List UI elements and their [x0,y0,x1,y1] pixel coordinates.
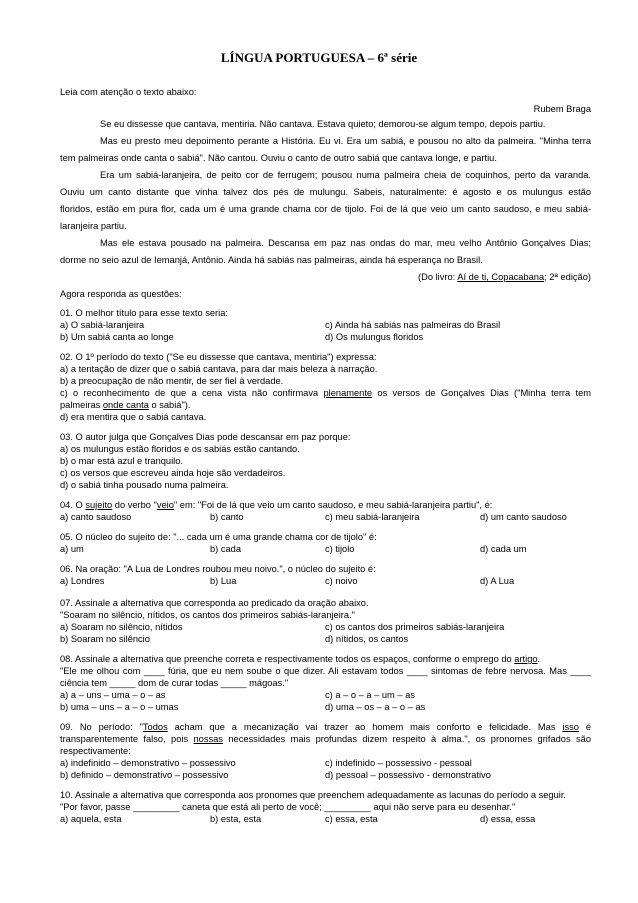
author-name: Rubem Braga [533,104,591,114]
option-a[interactable]: a) aquela, esta [60,814,122,824]
text-paragraph-2-line-2: tem palmeiras onde canta o sabiá". Não cantou. Ouviu o canto de outro sabiá que cantava longe, e partiu. [60,153,497,163]
option-c[interactable]: c) meu sabiá-laranjeira [325,512,420,522]
option-d[interactable]: d) pessoal – possessivo - demonstrativo [325,770,491,780]
text-paragraph-3-line-2: Ouviu um canto distante que vinha talvez dos pés de mulungu. Sabeis, naturalmente: é agosto e os mulungus estão [60,187,591,197]
question-8-stem: 08. Assinale a alternativa que preenche correta e respectivamente todos os espaços, conforme o emprego do artigo. [60,654,541,664]
option-a[interactable]: a) a – uns – uma – o – as [60,690,166,700]
option-c[interactable]: c) a – o – a – um – as [325,690,415,700]
question-2-option-d[interactable]: d) era mentira que o sabiá cantava. [60,412,207,422]
text-paragraph-2-line-1: Mas eu presto meu depoimento perante a História. Eu vi. Era um sabiá, e pousou no alto da palmeira. "Minha terra [100,136,591,146]
question-2-option-b[interactable]: b) a preocupação de não mentir, de ser fiel à verdade. [60,376,284,386]
question-3-option-a[interactable]: a) os mulungus estão floridos e os sabiás estão cantando. [60,444,300,454]
text-paragraph-1: Se eu dissesse que cantava, mentiria. Não cantava. Estava quieto; demorou-se algum tempo, depois partiu. [100,119,546,129]
option-a[interactable]: a) canto saudoso [60,512,132,522]
question-2-option-c-line-2[interactable]: palmeiras onde canta o sabiá"). [60,400,191,410]
option-d[interactable]: d) essa, essa [480,814,536,824]
option-a[interactable]: a) Soaram no silêncio, nítidos [60,622,183,632]
option-b[interactable]: b) Lua [210,576,237,586]
question-2-stem: 02. O 1º período do texto ("Se eu dissesse que cantava, mentiria") expressa: [60,352,377,362]
text-paragraph-3-line-3: floridos, estão em pura flor, cada um é uma grande chama cor de tijolo. Foi de lá que veio um canto saudoso, e meu sabiá- [60,204,591,214]
question-10-quote: "Por favor, passe _________ caneta que está ali perto de você; _________ aqui não serve para eu desenhar." [60,802,516,812]
question-10-stem: 10. Assinale a alternativa que corresponda aos pronomes que preenchem adequadamente as lacunas do período a seguir. [60,790,566,800]
option-a[interactable]: a) indefinido – demonstrativo – possessivo [60,758,236,768]
text-source: (Do livro: Aí de ti, Copacabana; 2ª edição) [418,272,591,282]
option-b[interactable]: b) Soaram no silêncio [60,634,150,644]
book-title: Aí de ti, Copacabana [457,272,545,282]
question-2-option-a[interactable]: a) a tentação de dizer que o sabiá cantava, para dar mais beleza à narração. [60,364,378,374]
option-b[interactable]: b) definido – demonstrativo – possessivo [60,770,229,780]
question-8-quote-line-1: "Ele me olhou com ____ fúria, que eu nem soube o que dizer. Ali estavam todos ____ sintomas de febre nervosa. Mas ____ [60,666,591,676]
option-c[interactable]: c) os cantos dos primeiros sabiás-laranjeira [325,622,505,632]
option-b[interactable]: b) uma – uns – a – o – umas [60,702,179,712]
option-d[interactable]: d) um canto saudoso [480,512,567,522]
option-c[interactable]: c) indefinido – possessivo - pessoal [325,758,472,768]
option-d[interactable]: d) nítidos, os cantos [325,634,409,644]
question-8-quote-line-2: ciência tem _____ dom de curar todas _____ mágoas." [60,678,289,688]
option-c[interactable]: c) noivo [325,576,358,586]
reading-instruction: Leia com atenção o texto abaixo: [60,87,197,97]
option-a[interactable]: a) O sabiá-laranjeira [60,320,145,330]
option-c[interactable]: c) tijolo [325,544,355,554]
question-3-stem: 03. O autor julga que Gonçalves Dias pode descansar em paz porque: [60,432,351,442]
option-d[interactable]: d) A Lua [480,576,515,586]
questions-instruction: Agora responda as questões: [60,289,182,299]
text-paragraph-4-line-1: Mas ele estava pousado na palmeira. Descansa em paz nas ondas do mar, meu velho Antônio Gonçalves Dias; [100,238,591,248]
question-7-stem: 07. Assinale a alternativa que corresponda ao predicado da oração abaixo. [60,598,369,608]
question-2-option-c-line-1[interactable]: c) o reconhecimento de que a cena vista não confirmava plenamente os versos de Gonçalves Dias ("Minha terra tem [60,388,592,398]
option-c[interactable]: c) essa, esta [325,814,378,824]
question-9-stem-line-1: 09. No período: "Todos acham que a mecanização vai trazer ao homem mais conforto e felicidade. Mas isso é [60,722,591,732]
text-paragraph-3-line-1: Era um sabiá-laranjeira, de peito cor de ferrugem; pousou numa palmeira cheia de coquinhos, perto da varanda. [100,170,591,180]
option-b[interactable]: b) esta, esta [210,814,262,824]
text-paragraph-3-line-4: laranjeira partiu. [60,221,127,231]
option-b[interactable]: b) cada [210,544,242,554]
question-9-stem-line-3: respectivamente: [60,746,131,756]
option-b[interactable]: b) canto [210,512,244,522]
question-1-stem: 01. O melhor título para esse texto seria: [60,308,228,318]
option-d[interactable]: d) Os mulungus floridos [325,332,424,342]
question-7-quote: "Soaram no silêncio, nítidos, os cantos dos primeiros sabiás-laranjeira." [60,610,355,620]
document-title: LÍNGUA PORTUGUESA – 6ª série [220,50,418,65]
question-6-stem: 06. Na oração: "A Lua de Londres roubou meu noivo.", o núcleo do sujeito é: [60,564,376,574]
text-paragraph-4-line-2: dorme no seio azul de Iemanjá, Antônio. Ainda há sabiás nas palmeiras, ainda há esperança no Brasil. [60,255,483,265]
question-3-option-c[interactable]: c) os versos que escreveu ainda hoje são verdadeiros. [60,468,286,478]
option-d[interactable]: d) uma – os – a – o – as [325,702,426,712]
question-3-option-d[interactable]: d) o sabiá tinha pousado numa palmeira. [60,480,229,490]
question-3-option-b[interactable]: b) o mar está azul e tranquilo. [60,456,183,466]
option-c[interactable]: c) Ainda há sabiás nas palmeiras do Brasil [325,320,501,330]
option-a[interactable]: a) um [60,544,84,554]
option-d[interactable]: d) cada um [480,544,527,554]
option-a[interactable]: a) Londres [60,576,105,586]
question-9-stem-line-2: transparentemente falso, pois nossas necessidades mais profundas dizem respeito à alma.", os pronomes grifados são [60,734,591,744]
question-5-stem: 05. O núcleo do sujeito de: "... cada um é uma grande chama cor de tijolo" é: [60,532,377,542]
option-b[interactable]: b) Um sabiá canta ao longe [60,332,174,342]
question-4-stem: 04. O sujeito do verbo "veio" em: "Foi de lá que veio um canto saudoso, e meu sabiá-laranjeira partiu", é: [60,500,493,510]
